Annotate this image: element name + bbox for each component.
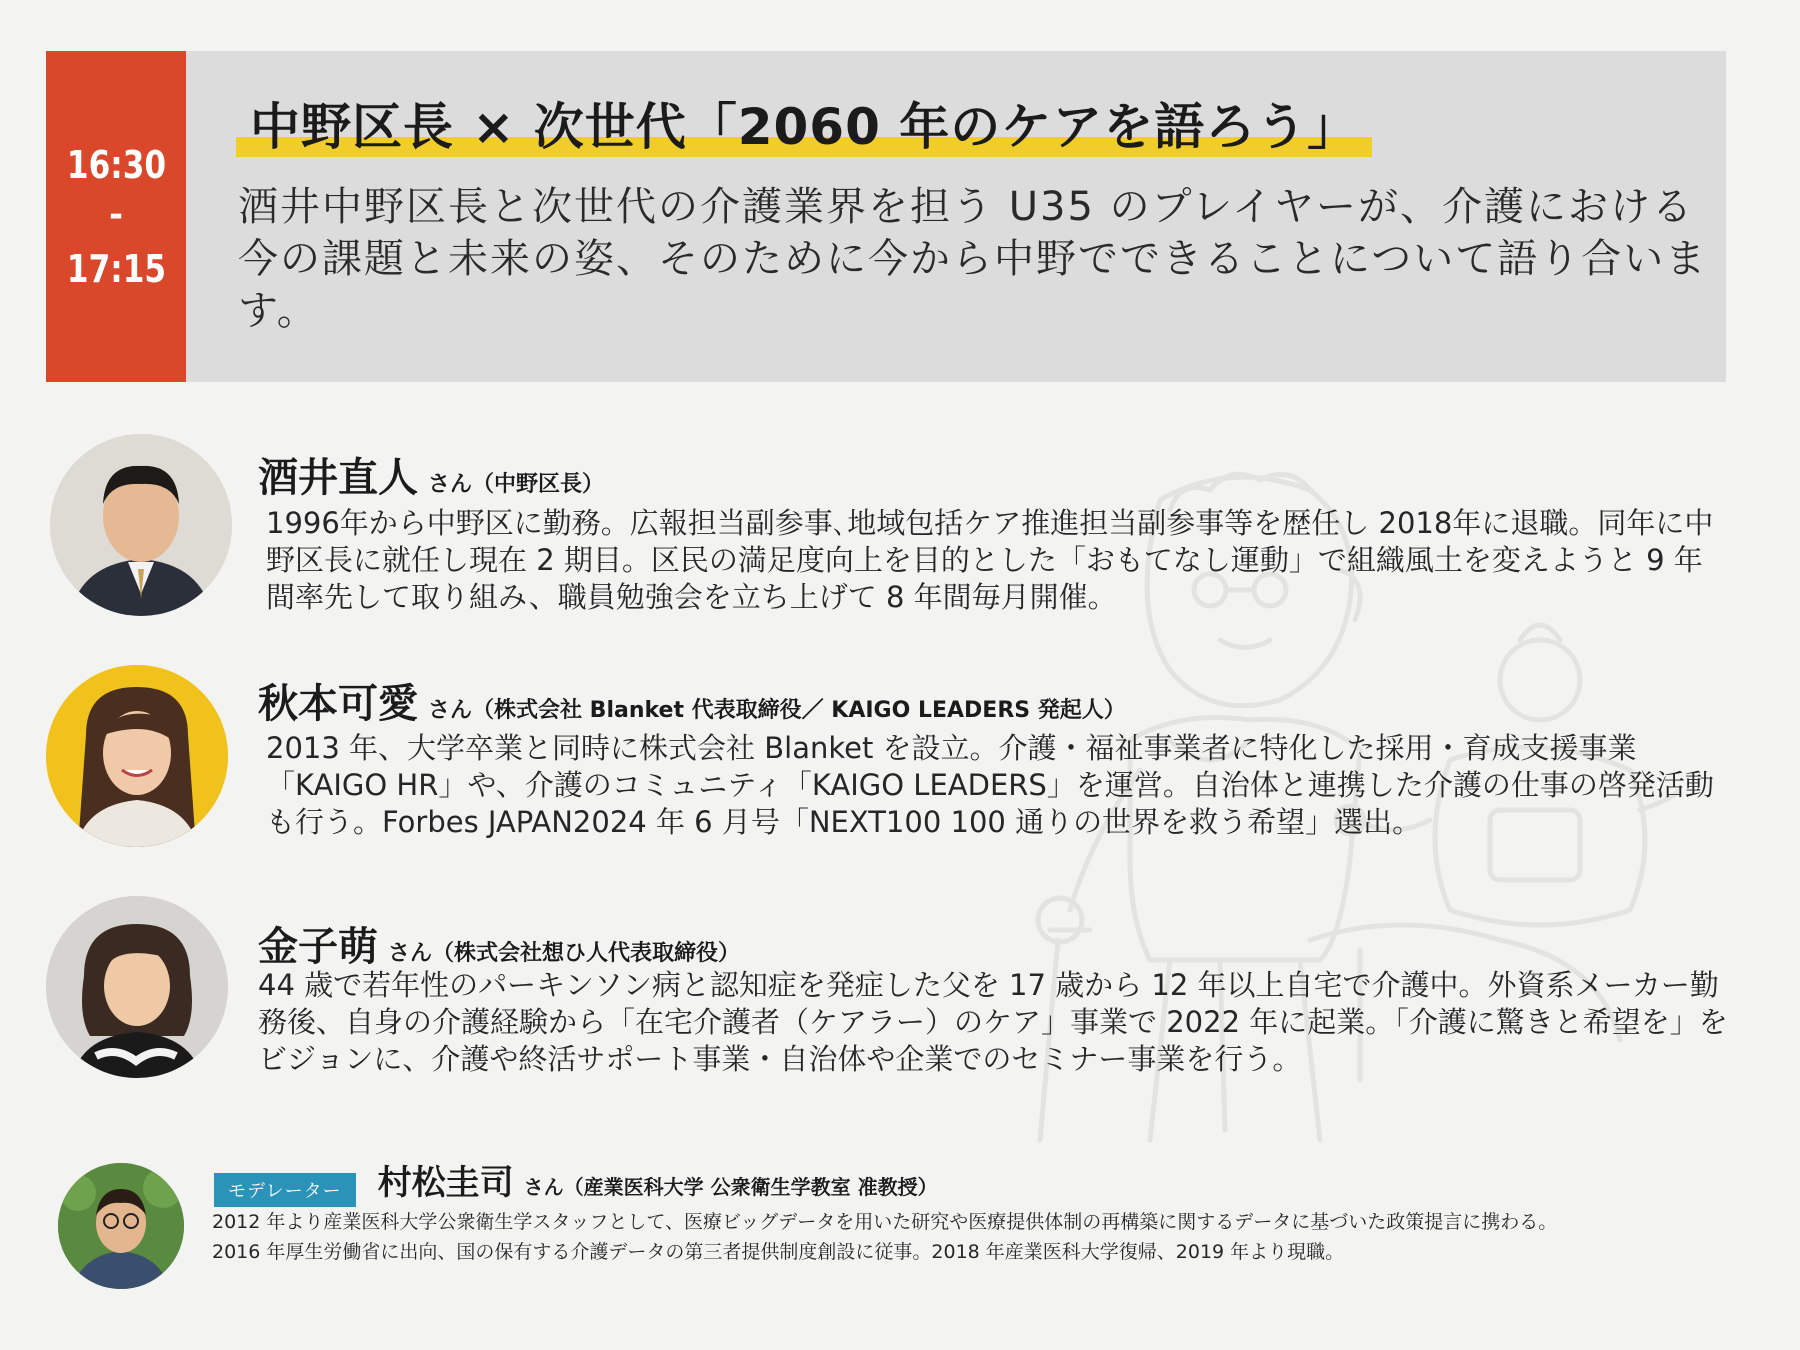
moderator-name: 村松圭司 [377,1163,514,1203]
speaker-name-line [258,446,604,503]
moderator-badge: モデレーター [214,1173,356,1207]
moderator-name-line [214,1155,938,1207]
title-wrap [236,87,1372,159]
speaker-name: 秋本可愛 [258,681,418,727]
honorific: さん [428,472,473,497]
avatar [46,896,228,1078]
speaker-name-line [258,672,1126,729]
session-title [236,87,1372,159]
person-portrait-icon [46,896,228,1078]
speaker-bio: 44 歳で若年性のパーキンソン病と認知症を発症した父を 17 歳から 12 年以上自宅で介護中。外資系メーカー勤務後、自身の介護経験から「在宅介護者（ケアラー）のケア」事業で 2022 年に起業。「介護に驚きと希望を」をビジョンに、介護や終活サポート事業・自治体や企業でのセミナー事業を行う。 [258,968,1728,1076]
honorific: さん [428,698,473,723]
time-end: 17:15 [66,246,166,291]
time-separator: - [108,194,124,235]
time-start: 16:30 [66,142,166,187]
moderator-bio-line-2: 2016 年厚生労働省に出向、国の保有する介護データの第三者提供制度創設に従事。2018 年産業医科大学復帰、2019 年より現職。 [212,1241,1345,1263]
speaker-affiliation: （株式会社 Blanket 代表取締役／ KAIGO LEADERS 発起人） [472,698,1126,723]
moderator-affiliation: （産業医科大学 公衆衛生学教室 准教授） [563,1175,938,1199]
moderator-bio [212,1207,1772,1267]
session-description: 酒井中野区長と次世代の介護業界を担う U35 のプレイヤーが、介護における今の課題と未来の姿、そのために今から中野でできることについて語り合います。 [238,184,1708,334]
time-box [46,51,186,382]
person-portrait-icon [50,434,232,616]
speaker-name: 酒井直人 [258,455,418,501]
speaker-affiliation: （中野区長） [472,472,605,497]
speaker-affiliation: （株式会社想ひ人代表取締役） [432,941,741,966]
speaker-bio: 1996年から中野区に勤務。広報担当副参事､地域包括ケア推進担当副参事等を歴任し 2018年に退職。同年に中野区長に就任し現在 2 期目。区民の満足度向上を目的とした「おもてなし運動」で組織風土を変えようと 9 年間率先して取り組み、職員勉強会を立ち上げて 8 年間毎月開催。 [266,506,1714,614]
honorific: さん [523,1175,564,1199]
person-portrait-icon [58,1163,184,1289]
speaker-name: 金子萌 [258,924,378,970]
session-header [46,51,1726,382]
speaker-name-line [258,915,740,972]
session-title-text: 中野区長 × 次世代「2060 年のケアを語ろう」 [250,98,1359,156]
avatar [46,665,228,847]
avatar [50,434,232,616]
moderator-bio-line-1: 2012 年より産業医科大学公衆衛生学スタッフとして、医療ビッグデータを用いた研究や医療提供体制の再構築に関するデータに基づいた政策提言に携わる。 [212,1211,1558,1233]
avatar [58,1163,184,1289]
honorific: さん [388,941,433,966]
person-portrait-icon [46,665,228,847]
speaker-bio: 2013 年、大学卒業と同時に株式会社 Blanket を設立。介護・福祉事業者に特化した採用・育成支援事業「KAIGO HR」や、介護のコミュニティ「KAIGO LEADERS」を運営。自治体と連携した介護の仕事の啓発活動も行う。Forbes JAPAN2024 年 6 月号「NEXT100 100 通りの世界を救う希望」選出。 [266,731,1714,839]
